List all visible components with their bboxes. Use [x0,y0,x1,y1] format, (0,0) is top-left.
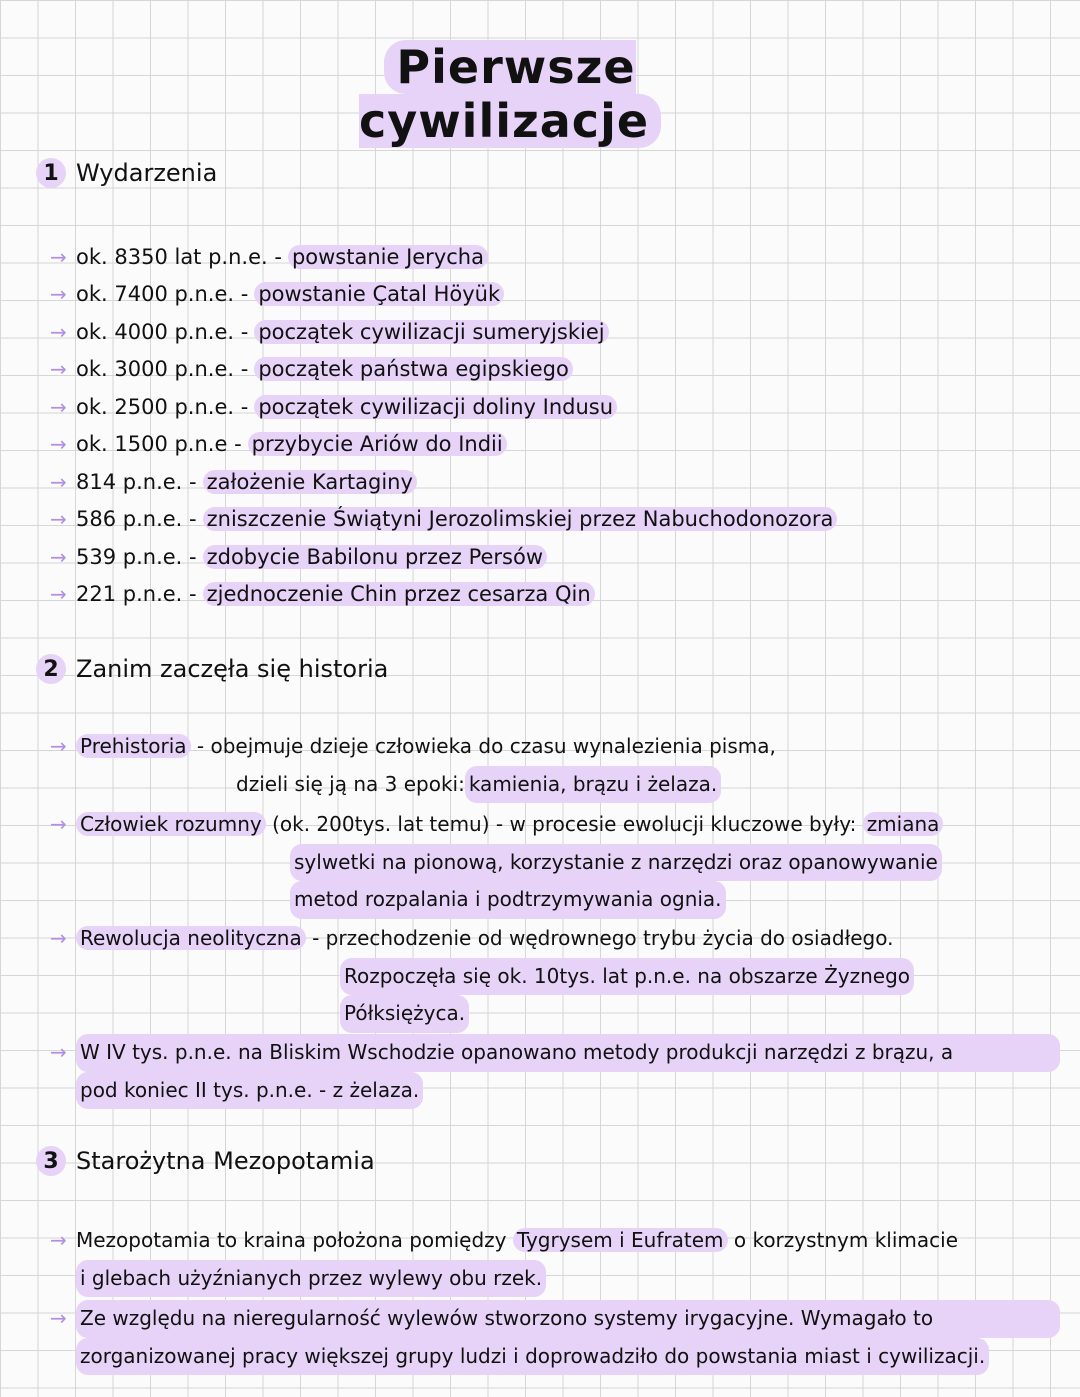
arrow-icon: → [50,1306,67,1330]
arrow-icon: → [50,432,67,457]
list-item [50,351,1050,389]
event-date: ok. 2500 p.n.e. - [76,394,249,419]
event-text: założenie Kartaginy [203,470,417,494]
paragraph-text: Mezopotamia to kraina położona pomiędzy [76,1228,513,1252]
mesopotamia-paragraph-2 [50,1300,1060,1375]
list-item [50,538,1050,576]
event-date: ok. 3000 p.n.e. - [76,357,249,382]
page-title [240,40,780,148]
event-date: ok. 4000 p.n.e. - [76,319,249,344]
arrow-icon: → [50,734,67,758]
paragraph-text: zorganizowanej pracy większej grupy ludzi i doprowadziło do powstania miast i cywilizacji. [76,1338,989,1376]
highlighted-text: Rozpoczęła się ok. 10tys. lat p.n.e. na obszarze Żyznego [340,958,914,996]
highlighted-text: i glebach użyźnianych przez wylewy obu rzek. [76,1260,546,1298]
section-title: Wydarzenia [76,159,218,187]
list-item [50,388,1050,426]
section-number: 2 [36,654,66,684]
bronze-iron-paragraph [50,1034,1060,1109]
event-text: zjednoczenie Chin przez cesarza Qin [203,582,595,606]
event-date: ok. 1500 p.n.e - [76,432,242,457]
highlighted-text: sylwetki na pionową, korzystanie z narzędzi oraz opanowywanie [290,844,942,882]
highlighted-text: zmiana [863,812,944,836]
paragraph-text: Ze względu na nieregularność wylewów stworzono systemy irygacyjne. Wymagało to [76,1300,1060,1338]
arrow-icon: → [50,582,67,607]
event-date: 539 p.n.e. - [76,544,197,569]
section-title: Starożytna Mezopotamia [76,1147,375,1175]
paragraph-text: dzieli się ją na 3 epoki: [236,771,465,796]
event-text: początek cywilizacji sumeryjskiej [254,320,608,344]
list-item [50,313,1050,351]
highlighted-text: metod rozpalania i podtrzymywania ognia. [290,881,726,919]
section-number: 3 [36,1146,66,1176]
arrow-icon: → [50,244,67,269]
list-item [50,426,1050,464]
arrow-icon: → [50,1040,67,1064]
term: Człowiek rozumny [76,812,266,836]
event-text: zniszczenie Świątyni Jerozolimskiej przez Nabuchodonozora [203,507,838,531]
arrow-icon: → [50,319,67,344]
mesopotamia-paragraph-1 [50,1222,1060,1297]
event-text: początek cywilizacji doliny Indusu [254,395,617,419]
arrow-icon: → [50,544,67,569]
arrow-icon: → [50,357,67,382]
section-number: 1 [36,158,66,188]
highlighted-text: Półksiężyca. [340,995,469,1033]
event-date: 586 p.n.e. - [76,507,197,532]
list-item [50,576,1050,614]
list-item [50,238,1050,276]
list-item [50,463,1050,501]
arrow-icon: → [50,812,67,836]
event-date: 814 p.n.e. - [76,469,197,494]
events-list [50,238,1050,613]
paragraph-text: (ok. 200tys. lat temu) - w procesie ewolucji kluczowe były: [265,812,863,836]
event-text: powstanie Jerycha [288,245,488,269]
section-title: Zanim zaczęła się historia [76,655,389,683]
term: Prehistoria [76,734,191,758]
event-date: ok. 7400 p.n.e. - [76,282,249,307]
paragraph-text: pod koniec II tys. p.n.e. - z żelaza. [76,1072,423,1110]
section-3-heading [36,1146,375,1176]
highlighted-text: Tygrysem i Eufratem [513,1228,728,1252]
paragraph-text: - przechodzenie od wędrownego trybu życia do osiadłego. [305,926,894,950]
paragraph-text: W IV tys. p.n.e. na Bliskim Wschodzie opanowano metody produkcji narzędzi z brązu, a [76,1034,1060,1072]
list-item [50,501,1050,539]
section-2-heading [36,654,388,684]
neolithic-paragraph [50,920,1060,1033]
arrow-icon: → [50,1228,67,1252]
event-text: przybycie Ariów do Indii [248,432,507,456]
event-text: początek państwa egipskiego [254,357,572,381]
event-date: 221 p.n.e. - [76,582,197,607]
paragraph-text: o korzystnym klimacie [727,1228,959,1252]
homo-sapiens-paragraph [50,806,1060,919]
paragraph-text: - obejmuje dzieje człowieka do czasu wynalezienia pisma, [190,734,776,758]
list-item [50,276,1050,314]
term: Rewolucja neolityczna [76,926,306,950]
arrow-icon: → [50,507,67,532]
arrow-icon: → [50,282,67,307]
highlighted-text: kamienia, brązu i żelaza. [465,766,721,804]
section-1-heading [36,158,217,188]
arrow-icon: → [50,469,67,494]
event-text: zdobycie Babilonu przez Persów [203,545,547,569]
event-date: ok. 8350 lat p.n.e. - [76,244,282,269]
prehistory-paragraph [50,728,1060,803]
arrow-icon: → [50,394,67,419]
event-text: powstanie Çatal Höyük [254,282,504,306]
arrow-icon: → [50,926,67,950]
page-title-text: Pierwsze cywilizacje [359,40,661,148]
